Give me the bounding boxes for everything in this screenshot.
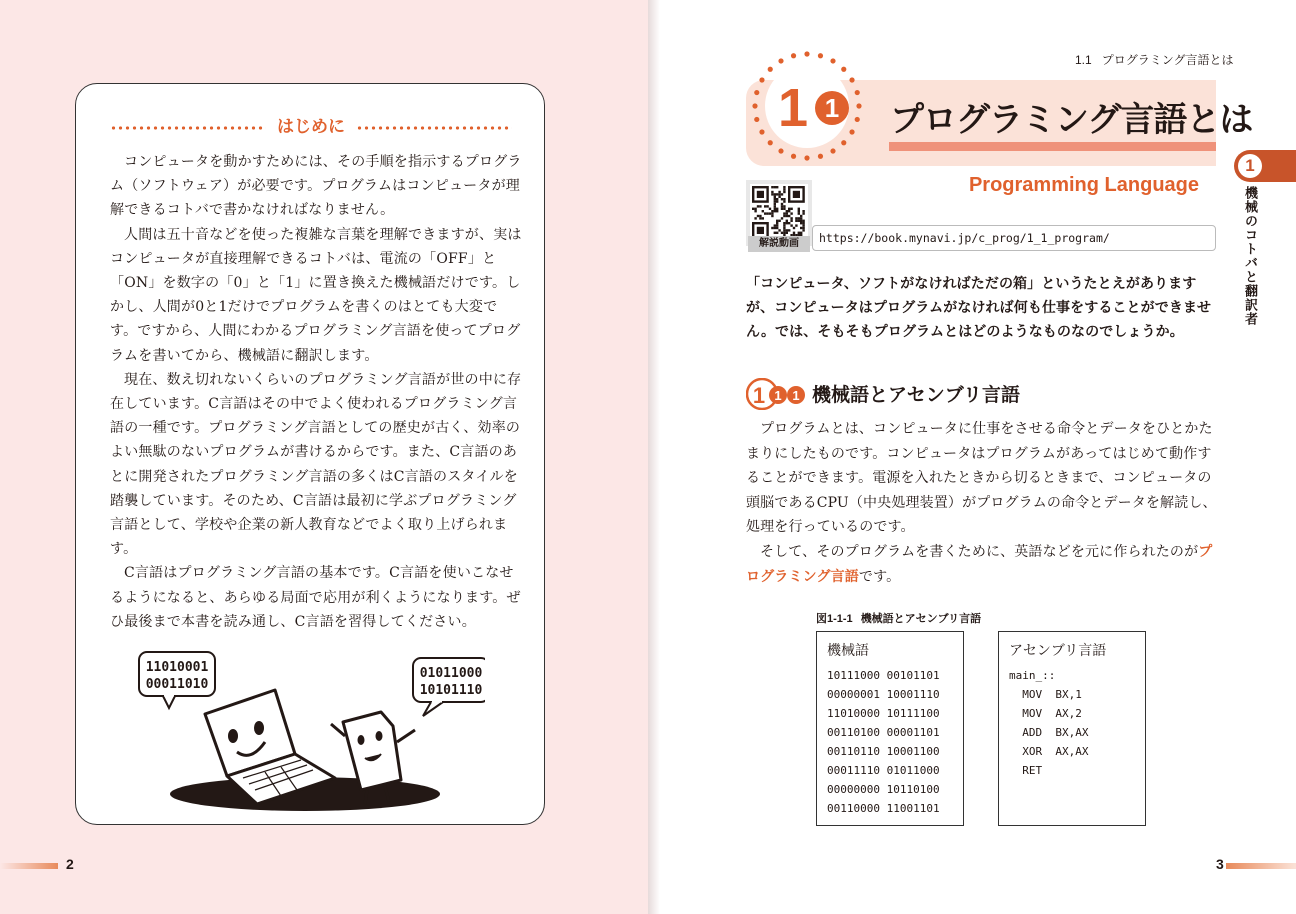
sunburst-dot: [778, 58, 783, 63]
sunburst-dot: [818, 53, 823, 58]
assembly-heading: アセンブリ言語: [1009, 643, 1107, 659]
sunburst-dot: [856, 103, 861, 108]
code-line: MOV BX,1: [1009, 688, 1082, 701]
assembly-code-box: [998, 631, 1146, 826]
sunburst-dot: [849, 77, 854, 82]
intro-title: はじめに: [277, 117, 345, 137]
subsection-badge-num-3: 1: [792, 388, 800, 403]
sunburst-dot: [804, 51, 809, 56]
speech-bubble-left: [139, 652, 215, 708]
highlight-term: プログラミング言語: [746, 543, 1213, 585]
page-title: プログラミング言語とは: [890, 100, 1253, 140]
intro-paragraph: 現在、数え切れないくらいのプログラミング言語が世の中に存在しています。C言語はその中でよく使われるプログラミング言語の一種です。プログラミング言語としての歴史が古く、効率のよい無駄のないプログラムが書けるからです。また、C言語のあとに開発されたプログラミング言語の多くはC言語のスタイルを踏襲しています。そのため、C言語は最初に学ぶプログラミング言語として、学校や企業の新人教育などでよく取り上げられます。: [110, 371, 522, 558]
subsection-badge-num-1: 1: [752, 383, 766, 408]
sunburst-dot: [804, 155, 809, 160]
body-paragraph-text: そして、そのプログラムを書くために、英語などを元に作られたのが: [760, 543, 1199, 560]
sunburst-dot: [855, 90, 860, 95]
code-line: MOV AX,2: [1009, 707, 1082, 720]
page-number-rule-left: [0, 863, 58, 869]
figure-title: 機械語とアセンブリ言語: [860, 612, 982, 625]
speech-bubble-right: [413, 658, 485, 716]
chapter-side-tab: [1234, 150, 1296, 182]
sunburst-dot: [768, 140, 773, 145]
code-line: 10111000 00101101: [827, 669, 940, 682]
book-gutter: [648, 0, 660, 914]
subsection-number-badge: [746, 378, 808, 410]
title-underline-bar: [889, 142, 1216, 151]
intro-box: [75, 83, 545, 825]
section-badge-big-number: 1: [777, 78, 809, 138]
body-paragraph: [746, 540, 1221, 589]
sunburst-dot: [841, 67, 846, 72]
bubble-left-line-2: 00011010: [145, 677, 209, 692]
assembly-code-lines: [1009, 666, 1135, 780]
running-head-number: 1.1: [1075, 53, 1092, 67]
english-subtitle: Programming Language: [968, 174, 1199, 196]
sunburst-dot: [791, 53, 796, 58]
code-line: 00110000 11001101: [827, 802, 940, 815]
subsection-title: 機械語とアセンブリ言語: [812, 384, 1021, 406]
bubble-left-line-1: 11010001: [145, 660, 209, 675]
dotted-rule-right: [356, 126, 512, 130]
figure-number: 図1-1-1: [816, 613, 853, 625]
page-number-rule-right: [1226, 863, 1296, 869]
sunburst-dot: [754, 90, 759, 95]
sunburst-dot: [791, 154, 796, 159]
machine-code-heading: 機械語: [827, 643, 869, 659]
laptop-and-document-illustration: [135, 644, 485, 814]
code-line: main_::: [1009, 669, 1056, 682]
chapter-tab-number: 1: [1238, 154, 1262, 178]
body-text: [746, 417, 1221, 589]
intro-paragraph: 人間は五十音などを使った複雑な言葉を理解できますが、実はコンピュータが直接理解できるコトバは、電流の「OFF」と「ON」を数字の「0」と「1」に置き換えた機械語だけです。しかし、人間が0と1だけでプログラムを書くのはとても大変です。ですから、人間にわかるプログラミング言語を使ってプログラムを書いてから、機械語に翻訳します。: [110, 226, 522, 364]
sunburst-dot: [768, 67, 773, 72]
sunburst-dot: [830, 148, 835, 153]
code-line: XOR AX,AX: [1009, 745, 1089, 758]
sunburst-dot: [778, 148, 783, 153]
machine-code-lines: [827, 666, 953, 818]
sunburst-dot: [841, 140, 846, 145]
machine-code-box: [816, 631, 964, 826]
subsection-badge-num-2: 1: [774, 388, 782, 403]
running-head-text: プログラミング言語とは: [1101, 53, 1234, 67]
intro-text: [110, 150, 522, 634]
section-number-badge: [748, 44, 866, 162]
sunburst-dot: [818, 154, 823, 159]
code-line: 11010000 10111100: [827, 707, 940, 720]
sunburst-dot: [855, 117, 860, 122]
code-line: 00011110 01011000: [827, 764, 940, 777]
chapter-side-label: 機械のコトバと翻訳者: [1242, 186, 1257, 326]
page-number-right: 3: [1216, 856, 1224, 872]
body-paragraph: プログラムとは、コンピュータに仕事をさせる命令とデータをひとかたまりにしたものです。コンピュータはプログラムがあってはじめて動作することができます。電源を入れたときから切るときまで、コンピュータの頭脳であるCPU（中央処理装置）がプログラムの命令とデータを解読し、処理を行っているのです。: [746, 421, 1217, 536]
code-line: 00110100 00001101: [827, 726, 940, 739]
code-line: ADD BX,AX: [1009, 726, 1089, 739]
code-line: RET: [1009, 764, 1043, 777]
body-paragraph-text: です。: [858, 568, 901, 585]
running-head: [1075, 51, 1233, 68]
intro-paragraph: C言語はプログラミング言語の基本です。C言語を使いこなせるようになると、あらゆる局面で応用が利くようになります。ぜひ最後まで本書を読み通し、C言語を習得してください。: [110, 565, 521, 630]
intro-heading: [106, 112, 516, 138]
section-badge-small-number: 1: [824, 93, 840, 123]
video-url-link[interactable]: https://book.mynavi.jp/c_prog/1_1_program/: [812, 225, 1216, 251]
sunburst-dot: [759, 129, 764, 134]
bubble-right-line-2: 10101110: [419, 683, 483, 698]
sunburst-dot: [759, 77, 764, 82]
sunburst-dot: [752, 103, 757, 108]
code-line: 00000000 10110100: [827, 783, 940, 796]
code-line: 00000001 10001110: [827, 688, 940, 701]
code-line: 00110110 10001100: [827, 745, 940, 758]
sunburst-dot: [830, 58, 835, 63]
sunburst-dot: [849, 129, 854, 134]
bubble-right-line-1: 01011000: [419, 666, 483, 681]
sunburst-dot: [754, 117, 759, 122]
intro-paragraph: コンピュータを動かすためには、その手順を指示するプログラム（ソフトウェア）が必要です。プログラムはコンピュータが理解できるコトバで書かなければなりません。: [110, 154, 522, 219]
video-explanation-label: 解説動画: [748, 236, 810, 252]
page-number-left: 2: [66, 856, 74, 872]
figure-caption: [816, 610, 981, 626]
lead-paragraph: 「コンピュータ、ソフトがなければただの箱」というたとえがありますが、コンピュータはプログラムがなければ何も仕事をすることができません。では、そもそもプログラムとはどのようなものなのでしょうか。: [746, 276, 1212, 340]
